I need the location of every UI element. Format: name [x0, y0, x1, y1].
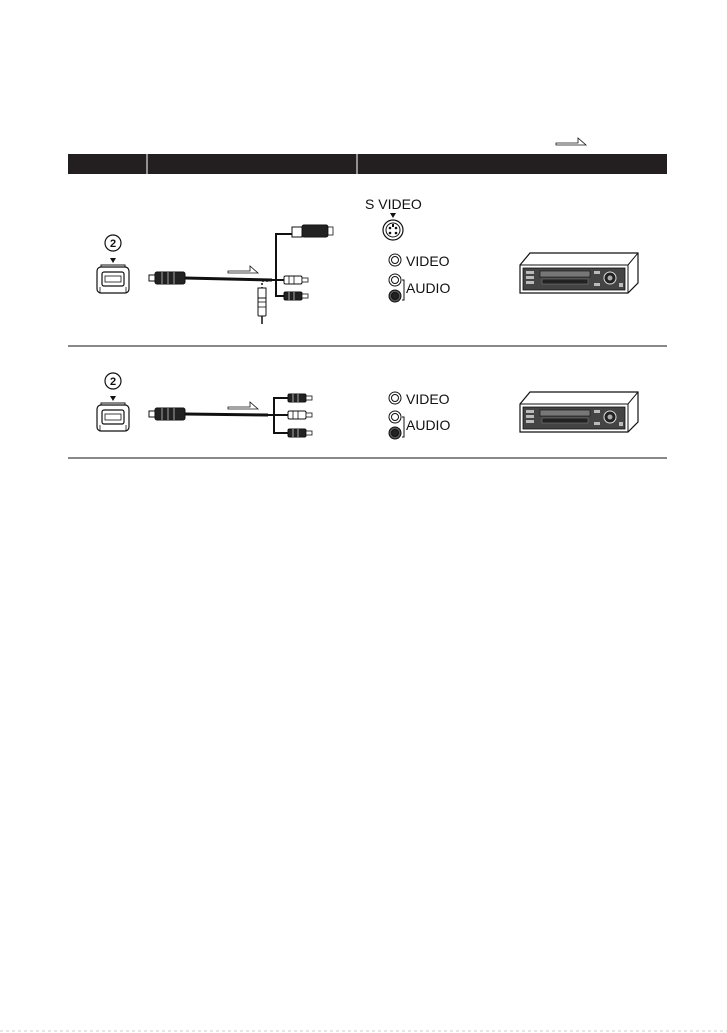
video-jack-label: VIDEO — [406, 253, 450, 269]
audio-jack-white-icon — [389, 274, 401, 286]
audio-jack-group — [389, 411, 450, 439]
av-cable-s-video-icon — [149, 225, 333, 324]
table-row — [97, 373, 638, 439]
vcr-icon — [520, 253, 638, 293]
s-video-jack-label: S VIDEO — [365, 196, 422, 212]
audio-jack-white-icon — [389, 411, 401, 423]
s-video-jack-icon — [383, 220, 403, 240]
video-jack-group — [389, 253, 450, 269]
table-row — [97, 196, 638, 324]
audio-jack-red-icon — [389, 427, 401, 439]
video-jack-icon — [389, 254, 401, 266]
video-jack-group — [389, 391, 450, 407]
table-header-bar — [68, 154, 667, 174]
audio-jack-label: AUDIO — [406, 280, 451, 296]
av-cable-icon — [149, 394, 312, 437]
vcr-icon — [520, 392, 638, 432]
video-jack-icon — [389, 392, 401, 404]
s-video-jack-group — [365, 196, 422, 240]
audio-jack-red-icon — [389, 290, 401, 302]
video-jack-label: VIDEO — [406, 391, 450, 407]
av-port-icon — [97, 373, 129, 431]
marker-number: 2 — [109, 238, 117, 250]
audio-jack-group — [389, 274, 450, 302]
av-port-icon — [97, 235, 129, 293]
audio-jack-label: AUDIO — [406, 417, 451, 433]
marker-number: 2 — [109, 376, 117, 388]
flow-direction-arrow-icon — [556, 138, 586, 145]
